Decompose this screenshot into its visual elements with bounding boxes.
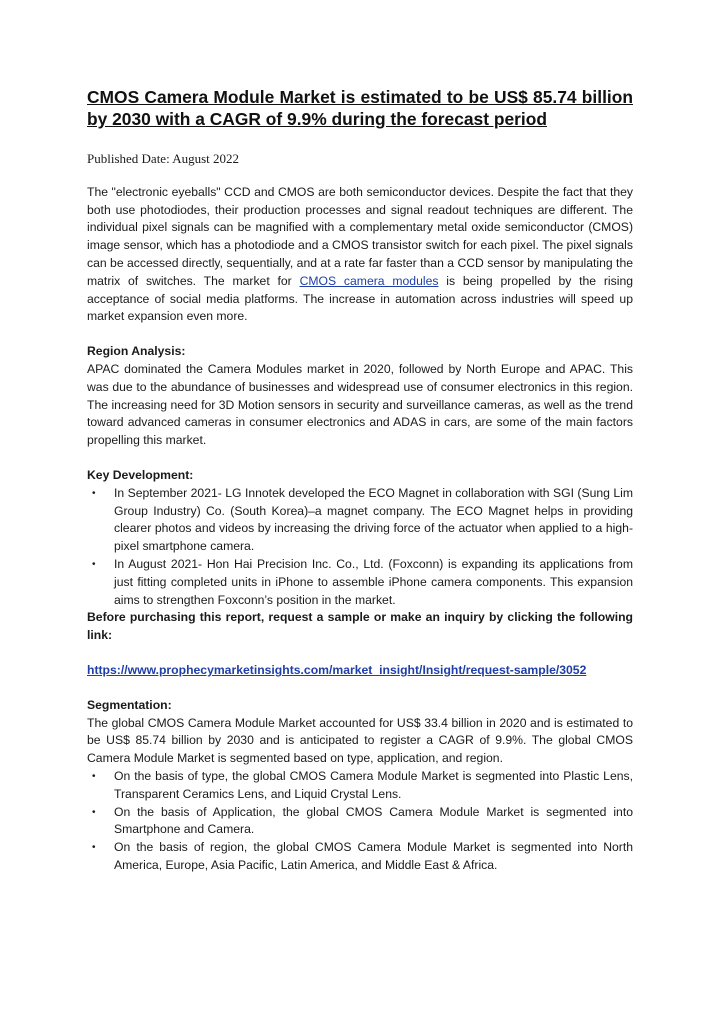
key-development-heading: Key Development: bbox=[87, 467, 194, 482]
list-item bbox=[92, 804, 633, 840]
document-page bbox=[87, 86, 633, 875]
list-item-text: On the basis of region, the global CMOS Camera Module Market is segmented into North America, Europe, Asia Pacific, Latin America, and Middle East & Africa. bbox=[114, 840, 633, 872]
list-item bbox=[92, 556, 633, 609]
region-analysis-section bbox=[87, 343, 633, 450]
document-title: CMOS Camera Module Market is estimated to be US$ 85.74 billion by 2030 with a CAGR of 9.9% during the forecast period bbox=[87, 87, 633, 129]
bullet-icon: • bbox=[92, 487, 96, 499]
intro-paragraph bbox=[87, 184, 633, 326]
key-development-list bbox=[87, 485, 633, 610]
intro-text-after: is being propelled by the rising acceptance of social media platforms. The increase in automation across industries will speed up market expansion even more. bbox=[87, 273, 633, 324]
list-item bbox=[92, 768, 633, 804]
segmentation-heading: Segmentation: bbox=[87, 697, 172, 712]
request-sample-prompt: Before purchasing this report, request a sample or make an inquiry by clicking the following link: bbox=[87, 610, 633, 643]
key-development-section bbox=[87, 467, 633, 680]
bullet-icon: • bbox=[92, 558, 96, 570]
cmos-camera-modules-link[interactable]: CMOS camera modules bbox=[299, 273, 439, 288]
published-date: Published Date: August 2022 bbox=[87, 151, 240, 166]
bullet-icon: • bbox=[92, 770, 96, 782]
segmentation-section bbox=[87, 697, 633, 875]
intro-text-before: The "electronic eyeballs" CCD and CMOS are both semiconductor devices. Despite the fact that they both use photodiodes, their production processes and signal readout techniques are different. The individual pixel signals can be magnified with a complementary metal oxide semiconductor (CMOS) image sensor, which has a photodiode and a CMOS transistor switch for each pixel. The pixel signals can be accessed directly, sequentially, and at a rate far faster than a CCD sensor by manipulating the matrix of switches. The market for bbox=[87, 184, 633, 288]
bullet-icon: • bbox=[92, 842, 96, 854]
list-item bbox=[92, 485, 633, 556]
bullet-icon: • bbox=[92, 806, 96, 818]
region-analysis-text: APAC dominated the Camera Modules market in 2020, followed by North Europe and APAC. This was due to the abundance of businesses and widespread use of consumer electronics in this region. The increasing need for 3D Motion sensors in security and surveillance cameras, as well as the trend toward advanced cameras in consumer electronics and ADAS in cars, are some of the main factors propelling this market. bbox=[87, 361, 633, 448]
list-item-text: In August 2021- Hon Hai Precision Inc. Co., Ltd. (Foxconn) is expanding its applications from just fitting completed units in iPhone to assemble iPhone camera components. This expansion aims to strengthen Foxconn’s position in the market. bbox=[114, 556, 633, 607]
segmentation-list bbox=[87, 768, 633, 875]
list-item bbox=[92, 839, 633, 875]
region-analysis-heading: Region Analysis: bbox=[87, 344, 186, 359]
list-item-text: In September 2021- LG Innotek developed the ECO Magnet in collaboration with SGI (Sung Lim Group Industry) Co. (South Korea)–a magnet company. The ECO Magnet helps in providing clearer photos and videos by increasing the driving force of the actuator when applied to a high-pixel smartphone camera. bbox=[114, 485, 633, 554]
list-item-text: On the basis of Application, the global CMOS Camera Module Market is segmented into Smartphone and Camera. bbox=[114, 804, 633, 837]
request-sample-link[interactable]: https://www.prophecymarketinsights.com/market_insight/Insight/request-sample/3052 bbox=[87, 662, 587, 677]
list-item-text: On the basis of type, the global CMOS Camera Module Market is segmented into Plastic Lens, Transparent Ceramics Lens, and Liquid Crystal Lens. bbox=[114, 768, 633, 801]
segmentation-text: The global CMOS Camera Module Market accounted for US$ 33.4 billion in 2020 and is estimated to be US$ 85.74 billion by 2030 and is anticipated to register a CAGR of 9.9%. The global CMOS Camera Module Market is segmented based on type, application, and region. bbox=[87, 715, 633, 766]
